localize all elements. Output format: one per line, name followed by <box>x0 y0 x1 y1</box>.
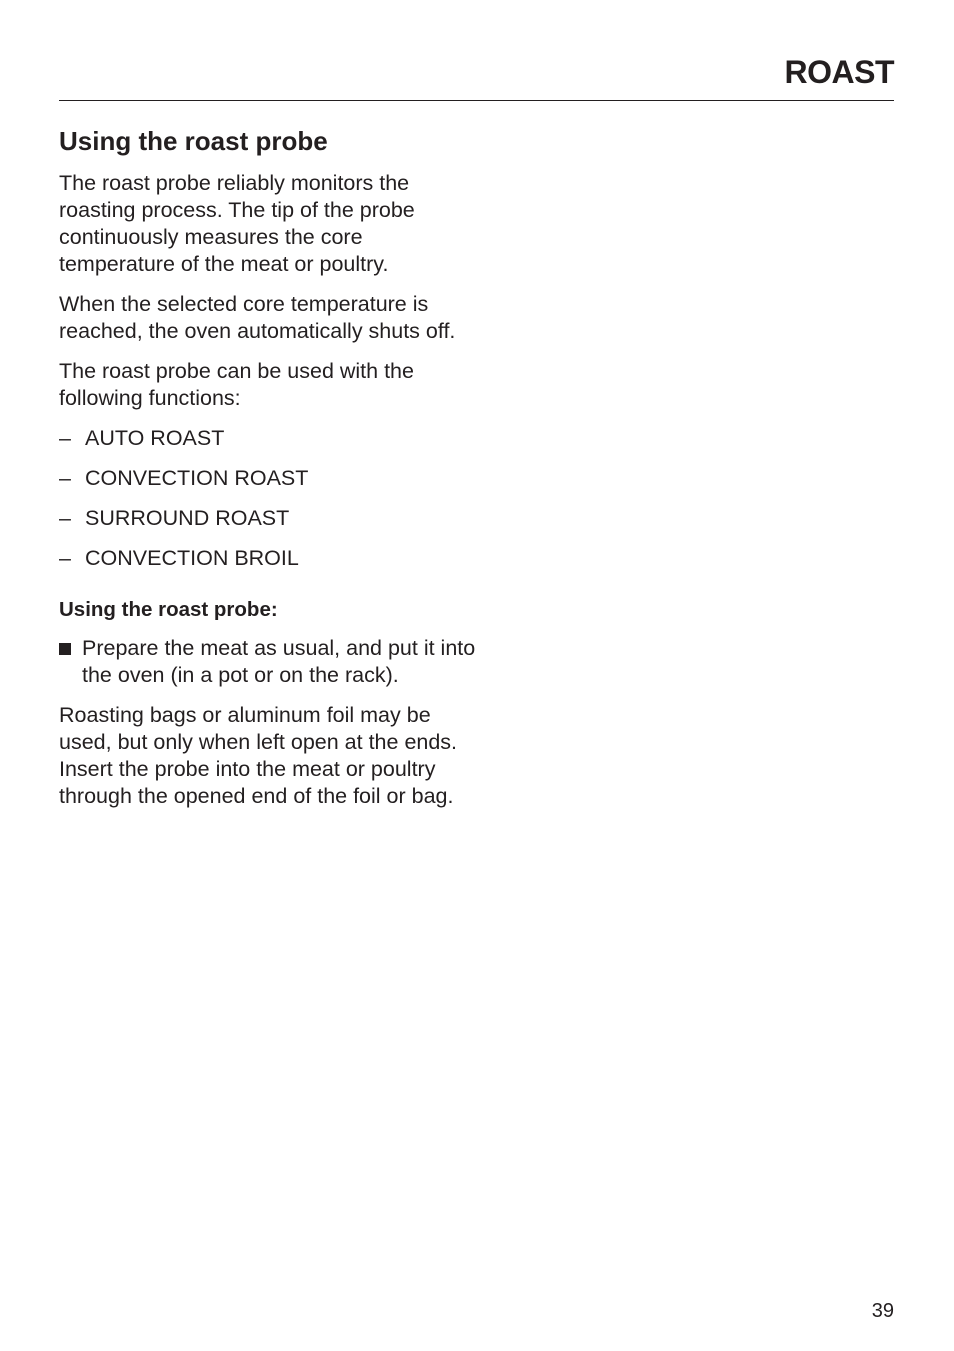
section-heading: Using the roast probe <box>59 126 328 156</box>
intro-paragraph: The roast probe reliably monitors the roasting process. The tip of the probe continuously measures the core temperature of the meat or poultry. <box>59 171 415 276</box>
header-divider <box>59 100 894 101</box>
function-name: CONVECTION ROAST <box>85 466 309 490</box>
page-header-title: ROAST <box>784 54 894 90</box>
dash-marker: – <box>59 546 71 570</box>
list-item <box>59 425 479 452</box>
instructions-heading: Using the roast probe: <box>59 598 278 621</box>
function-name: SURROUND ROAST <box>85 506 290 530</box>
instruction-step <box>59 635 502 689</box>
functions-intro-paragraph: The roast probe can be used with the following functions: <box>59 359 414 410</box>
function-name: AUTO ROAST <box>85 426 225 450</box>
function-name: CONVECTION BROIL <box>85 546 299 570</box>
dash-marker: – <box>59 426 71 450</box>
page-number: 39 <box>871 1300 894 1322</box>
square-bullet-icon <box>59 643 71 655</box>
foil-note-paragraph: Roasting bags or aluminum foil may be used, but only when left open at the ends. Insert the probe into the meat or poultry through the opened end of the foil or bag. <box>59 703 458 808</box>
dash-marker: – <box>59 506 71 530</box>
function-list <box>59 425 479 572</box>
step-text: Prepare the meat as usual, and put it into the oven (in a pot or on the rack). <box>82 636 476 687</box>
dash-marker: – <box>59 466 71 490</box>
list-item <box>59 465 479 492</box>
main-content <box>59 124 479 823</box>
list-item <box>59 545 479 572</box>
shutoff-paragraph: When the selected core temperature is reached, the oven automatically shuts off. <box>59 292 456 343</box>
list-item <box>59 505 479 532</box>
